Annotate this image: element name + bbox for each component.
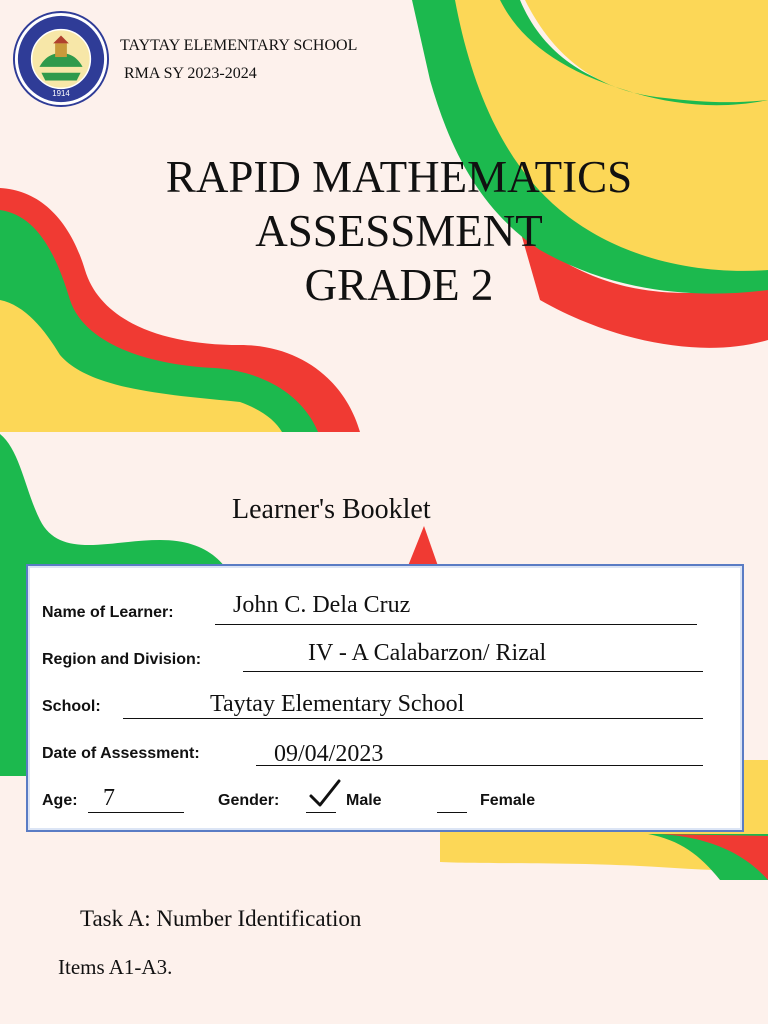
age-label: Age: bbox=[42, 792, 78, 809]
title-line-2: ASSESSMENT bbox=[255, 206, 543, 256]
red-triangle bbox=[408, 526, 438, 566]
section-gap bbox=[0, 432, 768, 434]
title-line-1: RAPID MATHEMATICS bbox=[165, 152, 633, 202]
booklet-subtitle: Learner's Booklet bbox=[232, 494, 431, 525]
region-field[interactable]: IV - A Calabarzon/ Rizal bbox=[308, 640, 547, 666]
age-field[interactable]: 7 bbox=[103, 785, 115, 811]
learner-info-form bbox=[26, 564, 744, 832]
main-title bbox=[0, 150, 768, 312]
gender-label: Gender: bbox=[218, 792, 280, 809]
task-heading: Task A: Number Identification bbox=[80, 906, 362, 931]
seal-year: 1914 bbox=[52, 89, 70, 99]
name-label: Name of Learner: bbox=[42, 604, 174, 621]
region-line bbox=[243, 671, 703, 672]
school-field[interactable]: Taytay Elementary School bbox=[210, 691, 465, 717]
male-line bbox=[306, 812, 336, 813]
name-field[interactable]: John C. Dela Cruz bbox=[233, 592, 411, 618]
date-field[interactable]: 09/04/2023 bbox=[274, 741, 384, 767]
name-line bbox=[215, 624, 697, 625]
age-line bbox=[88, 812, 184, 813]
male-option-label: Male bbox=[346, 792, 382, 809]
school-label: School: bbox=[42, 698, 101, 715]
school-line bbox=[123, 718, 703, 719]
items-range: Items A1-A3. bbox=[58, 955, 173, 979]
female-line[interactable] bbox=[437, 812, 467, 813]
region-label: Region and Division: bbox=[42, 651, 202, 668]
male-checkmark-icon[interactable] bbox=[308, 778, 342, 810]
school-seal-icon bbox=[12, 10, 110, 108]
school-year-heading: RMA SY 2023-2024 bbox=[124, 65, 257, 82]
school-heading: TAYTAY ELEMENTARY SCHOOL bbox=[120, 37, 358, 54]
title-line-3: GRADE 2 bbox=[304, 260, 494, 310]
date-label: Date of Assessment: bbox=[42, 745, 200, 762]
female-option-label: Female bbox=[480, 792, 536, 809]
